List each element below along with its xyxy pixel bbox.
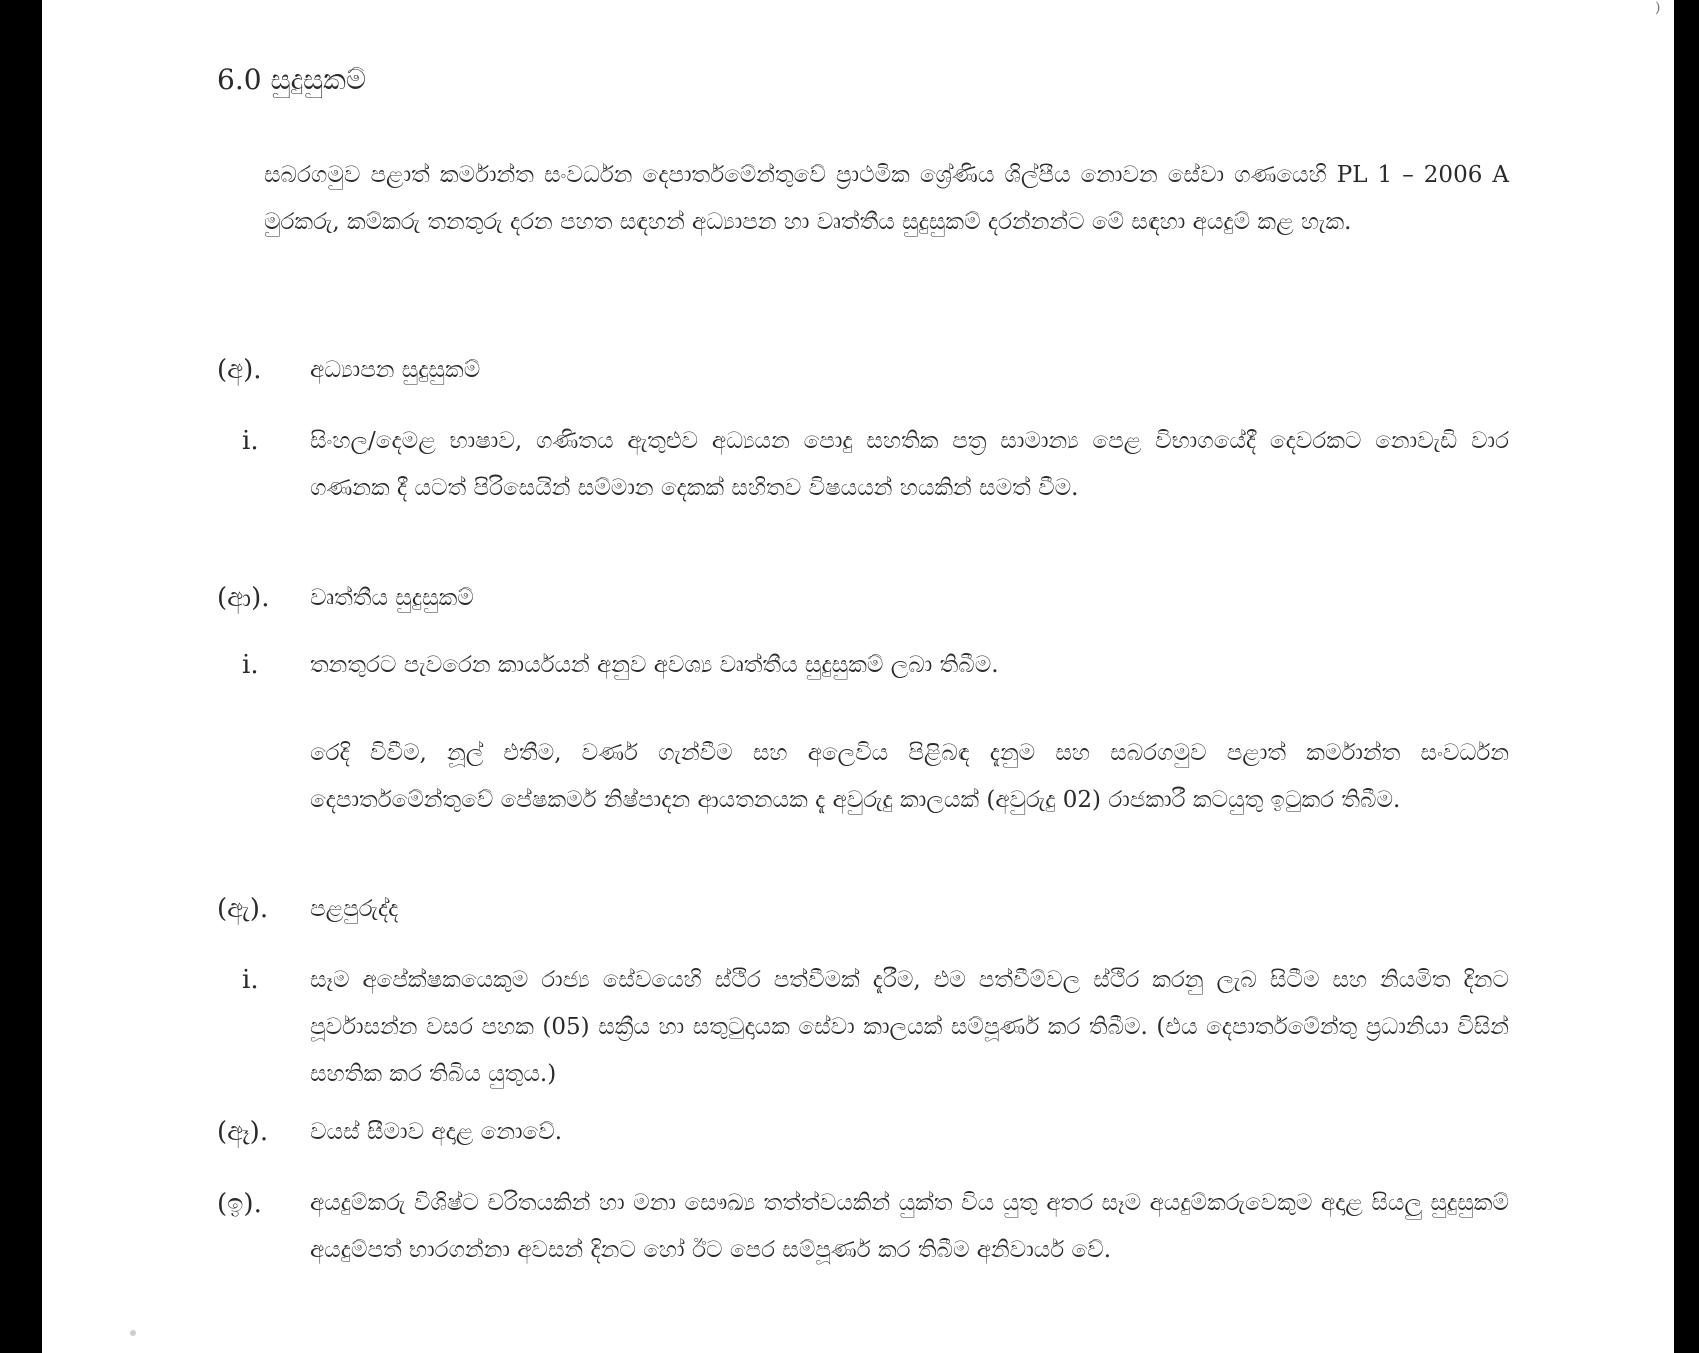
- page-edge-mark: ): [1655, 0, 1661, 16]
- section-a-marker: (අ).: [217, 355, 262, 385]
- section-a-title: අධ්‍යාපන සුදුසුකම්: [310, 357, 481, 383]
- section-number: 6.0: [217, 63, 262, 96]
- section-title: සුදුසුකම්: [270, 63, 367, 96]
- section-e-marker: (ඉ).: [217, 1189, 262, 1219]
- section-b-title: වෘත්තීය සුදුසුකම්: [310, 585, 474, 611]
- section-e-text: අයදුම්කරු විශිෂ්ට චරිතයකින් හා මනා සෞඛ්‍ය තත්ත්වයකින් යුක්ත විය යුතු අතර සෑම අයදුම්කරුවෙකුම අදාළ සියලු සුදුසුකම් අයදුම්පත් භාරගන්නා අවසන් දිනට හෝ ඊට පෙර සම්පූර්ණ කර තිබීම අනිවාර්ය වේ.: [310, 1190, 1509, 1263]
- section-d-marker: (ඈ).: [217, 1117, 269, 1147]
- section-a-item-1-text: සිංහල/දෙමළ භාෂාව, ගණිතය ඇතුළුව අධ්‍යයන පොදු සහතික පත්‍ර සාමාන්‍ය පෙළ විභාගයේදී දෙවරකට නොවැඩි වාර ගණනක දී යටත් පිරිසෙයින් සම්මාන දෙකක් සහිතව විෂයයන් හයකින් සමත් වීම.: [310, 428, 1509, 501]
- section-a-item-1-numeral: i.: [242, 426, 259, 456]
- intro-paragraph: සබරගමුව පළාත් කර්මාන්ත සංවර්ධන දෙපාර්තමේන්තුවේ ප්‍රාථමික ශ්‍රේණිය ශිල්පීය නොවන සේවා ගණයෙහි PL 1 – 2006 A මුරකරු, කම්කරු තනතුරු දරන පහත සඳහන් අධ්‍යාපන හා වෘත්තීය සුදුසුකම් දරන්නන්ට මේ සඳහා අයදුම් කළ හැක.: [264, 162, 1509, 235]
- section-c-item-1-numeral: i.: [242, 965, 259, 995]
- section-b-note: රෙදි විවීම, නූල් එතීම, වර්ණ ගැන්වීම සහ අලෙවිය පිළිබඳ දැනුම සහ සබරගමුව පළාත් කර්මාන්ත සංවර්ධන දෙපාර්තමේන්තුවේ පේෂකර්ම නිෂ්පාදන ආයතනයක දැ අවුරුදු කාලයක් (අවුරුදු 02) රාජකාරී කටයුතු ඉටුකර තිබීම.: [310, 740, 1509, 813]
- section-b-item-1-numeral: i.: [242, 650, 259, 680]
- section-d-title: වයස් සීමාව අදාළ නොවේ.: [310, 1119, 563, 1145]
- section-b-item-1-text: තනතුරට පැවරෙන කාර්යයන් අනුව අවශ්‍ය වෘත්තීය සුදුසුකම් ලබා තිබීම.: [310, 652, 999, 678]
- section-b-marker: (ආ).: [217, 583, 270, 613]
- document-page: [42, 0, 1674, 1353]
- section-c-title: පළපුරුද්ද: [310, 896, 399, 922]
- section-heading: [217, 60, 366, 100]
- section-c-marker: (ඇ).: [217, 894, 269, 924]
- section-c-item-1-text: සෑම අපේක්ෂකයෙකුම රාජ්‍ය සේවයෙහි ස්ථිර පත්වීමක් දැරීම, එම පත්වීම්වල ස්ථිර කරනු ලැබ සිටීම සහ නියමිත දිනට පූර්වාසන්න වසර පහක (05) සක්‍රීය හා සතුටුදායක සේවා කාලයක් සම්පූර්ණ කර තිබීම. (එය දෙපාර්තමේන්තු ප්‍රධානියා විසින් සහතික කර තිබිය යුතුය.): [310, 967, 1509, 1087]
- scan-speck: [130, 1330, 136, 1336]
